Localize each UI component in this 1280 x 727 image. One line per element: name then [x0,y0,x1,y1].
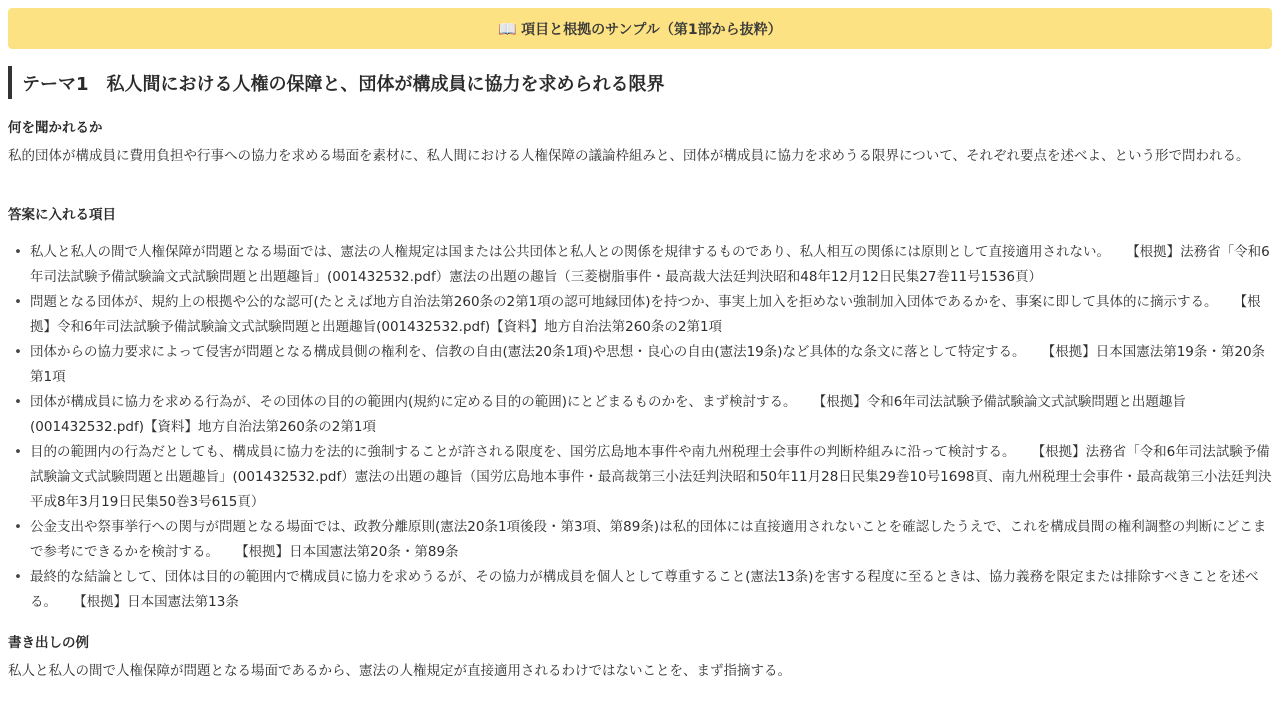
item-text: 最終的な結論として、団体は目的の範囲内で構成員に協力を求めうるが、その協力が構成員を個人として尊重すること(憲法13条)を害する程度に至るときは、協力義務を限定または排除すべきことを述べる。 [30,569,1259,610]
item-basis: 【根拠】日本国憲法第20条・第89条 [241,544,459,560]
question-heading: 何を聞かれるか [8,120,103,136]
open-book-icon: 📖 [498,19,518,38]
item-text: 目的の範囲内の行為だとしても、構成員に協力を法的に強制することが許される限度を、国労広島地本事件や南九州税理士会事件の判断枠組みに沿って検討する。 [30,444,1016,460]
item-basis: 【根拠】日本国憲法第19条・第20条第1項 [30,344,1266,385]
answer-items-list [8,240,1272,615]
item-basis: 【根拠】法務省「令和6年司法試験予備試験論文式試験問題と出題趣旨」(001432532.pdf）憲法の出題の趣旨（三菱樹脂事件・最高裁大法廷判決昭和48年12月12日民集27巻11号1536頁） [30,244,1270,285]
item-text: 団体からの協力要求によって侵害が問題となる構成員側の権利を、信教の自由(憲法20条1項)や思想・良心の自由(憲法19条)など具体的な条文に落として特定する。 [30,344,1026,360]
list-item [8,240,1272,290]
banner-text: 項目と根拠のサンプル（第1部から抜粋） [521,21,782,38]
list-item [8,290,1272,340]
opening-example-heading: 書き出しの例 [8,635,89,651]
list-item [8,340,1272,390]
item-basis: 【根拠】令和6年司法試験予備試験論文式試験問題と出題趣旨(001432532.pdf)【資料】地方自治法第260条の2第1項 [30,294,1261,335]
answer-items-heading: 答案に入れる項目 [8,207,116,223]
item-basis: 【根拠】令和6年司法試験予備試験論文式試験問題と出題趣旨(001432532.pdf)【資料】地方自治法第260条の2第1項 [30,394,1186,435]
list-item [8,515,1272,565]
question-text: 私的団体が構成員に費用負担や行事への協力を求める場面を素材に、私人間における人権保障の議論枠組みと、団体が構成員に協力を求めうる限界について、それぞれ要点を述べよ、という形で問われる。 [8,148,1250,164]
item-text: 公金支出や祭事挙行への関与が問題となる場面では、政教分離原則(憲法20条1項後段・第3項、第89条)は私的団体には直接適用されないことを確認したうえで、これを構成員間の権利調整の判断にどこまで参考にできるかを検討する。 [30,519,1267,560]
item-text: 私人と私人の間で人権保障が問題となる場面では、憲法の人権規定は国または公共団体と私人との関係を規律するものであり、私人相互の関係には原則として直接適用されない。 [30,244,1110,260]
opening-example-text: 私人と私人の間で人権保障が問題となる場面であるから、憲法の人権規定が直接適用されるわけではないことを、まず指摘する。 [8,663,791,679]
item-text: 問題となる団体が、規約上の根拠や公的な認可(たとえば地方自治法第260条の2第1項の認可地縁団体)を持つか、事実上加入を拒めない強制加入団体であるかを、事案に即して具体的に摘示する。 [30,294,1218,310]
list-item [8,440,1272,515]
theme-title: テーマ1 私人間における人権の保障と、団体が構成員に協力を求められる限界 [8,66,1272,99]
list-item [8,390,1272,440]
list-item [8,565,1272,615]
sample-banner [8,8,1272,49]
item-basis: 【根拠】法務省「令和6年司法試験予備試験論文式試験問題と出題趣旨」(001432532.pdf）憲法の出題の趣旨（国労広島地本事件・最高裁第三小法廷判決昭和50年11月28日民集29巻10号1698頁、南九州税理士会事件・最高裁第三小法廷判決平成8年3月19日民集50巻3号615頁） [30,444,1272,510]
item-text: 団体が構成員に協力を求める行為が、その団体の目的の範囲内(規約に定める目的の範囲)にとどまるものかを、まず検討する。 [30,394,797,410]
item-basis: 【根拠】日本国憲法第13条 [79,594,239,610]
